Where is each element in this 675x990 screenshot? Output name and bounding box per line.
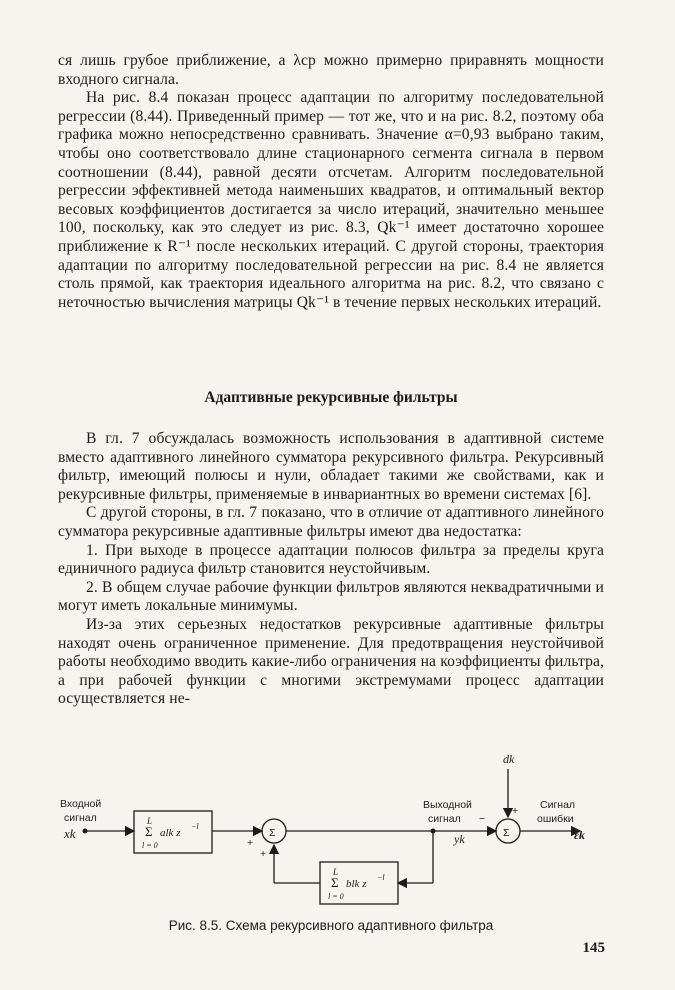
error-label-line-2: ошибки	[537, 813, 574, 825]
input-variable: xk	[64, 826, 76, 841]
bottom-sum-lower-limit: l = 0	[328, 892, 344, 901]
desired-variable: dk	[503, 752, 515, 766]
paragraph-adaptation-process: На рис. 8.4 показан процесс адаптации по алгоритму последовательной регрессии (8.44). Приведенный пример — тот же, что и на рис. 8.2, поэтому оба графика можно непосредственно сравнивать. Значение α=0,93 выбрано таким, чтобы оно соответствовало длине стационарного сегмента сигнала в первом соотношении (8.44), равной десяти отсчетам. Алгоритм последовательной регрессии эффективней метода наименьших квадратов, и оптимальный вектор весовых коэффициентов достигается за число итераций, значительно меньшее 100, поскольку, как это следует из рис. 8.3, Qk⁻¹ имеет достаточно хорошее приближение к R⁻¹ после нескольких итераций. С другой стороны, траектория адаптации по алгоритму последовательной регрессии на рис. 8.4 не является столь прямой, как траектория идеального алгоритма на рис. 8.2, что связано с неточностью вычисления матрицы Qk⁻¹ в течение первых нескольких итераций.	[58, 89, 604, 311]
bottom-coefficient: blk z	[346, 878, 367, 890]
error-label-line-1: Сигнал	[540, 799, 576, 811]
bottom-exponent: −l	[377, 873, 385, 882]
page-number: 145	[582, 940, 605, 956]
input-label-line-1: Входной	[60, 798, 102, 810]
output-label-line-1: Выходной	[423, 799, 472, 811]
top-sum-upper-limit: L	[147, 816, 153, 826]
output-variable: yk	[454, 832, 465, 846]
paragraph-recursive-filter: В гл. 7 обсуждалась возможность использования в адаптивной системе вместо адаптивного линейного сумматора рекурсивного фильтра. Рекурсивный фильтр, имеющий полюсы и нули, обладает такими же свойствами, как и рекурсивные фильтры, применяемые в инвариантных во времени системах [6].	[58, 430, 604, 503]
output-label-line-2: сигнал	[428, 813, 461, 825]
paragraph-drawbacks-intro: С другой стороны, в гл. 7 показано, что в отличие от адаптивного линейного сумматора рекурсивные адаптивные фильтры имеют два недостатка:	[58, 504, 604, 540]
error-summer-plus: +	[512, 805, 519, 817]
input-label-line-2: сигнал	[64, 812, 97, 824]
recursive-filter-diagram	[50, 745, 610, 915]
paragraph-continuation: ся лишь грубое приближение, а λср можно примерно приравнять мощности входного сигнала.	[58, 52, 604, 88]
bottom-sum-upper-limit: L	[333, 867, 339, 877]
paragraph-limited-use: Из-за этих серьезных недостатков рекурсивные адаптивные фильтры находят очень ограниченное применение. Для предотвращения неустойчивой работы необходимо вводить какие-либо ограничения на коэффициенты фильтра, а при рабочей функции с многими экстремумами процесс адаптации осуществляется не-	[58, 615, 604, 708]
text-column-bottom	[58, 430, 604, 709]
bottom-sigma: Σ	[331, 875, 339, 890]
top-sum-lower-limit: l = 0	[142, 841, 158, 850]
error-variable: εk	[574, 828, 585, 842]
list-item-local-minima: 2. В общем случае рабочие функции фильтров являются неквадратичными и могут иметь локальные минимумы.	[58, 578, 604, 615]
first-summer-sigma: Σ	[269, 827, 276, 839]
top-exponent: −l	[191, 822, 199, 831]
first-summer-plus-bottom: +	[260, 848, 267, 860]
top-coefficient: alk z	[160, 827, 181, 839]
first-summer-plus-top: +	[247, 837, 254, 849]
text-column-top	[58, 52, 604, 312]
figure-caption: Рис. 8.5. Схема рекурсивного адаптивного фильтра	[168, 918, 494, 933]
error-summer-sigma: Σ	[503, 827, 510, 839]
list-item-instability: 1. При выходе в процессе адаптации полюсов фильтра за пределы круга единичного радиуса фильтр становится неустойчивым.	[58, 541, 604, 578]
top-sigma: Σ	[145, 824, 153, 839]
second-summer-minus: −	[479, 813, 486, 825]
section-heading: Адаптивные рекурсивные фильтры	[204, 389, 458, 406]
